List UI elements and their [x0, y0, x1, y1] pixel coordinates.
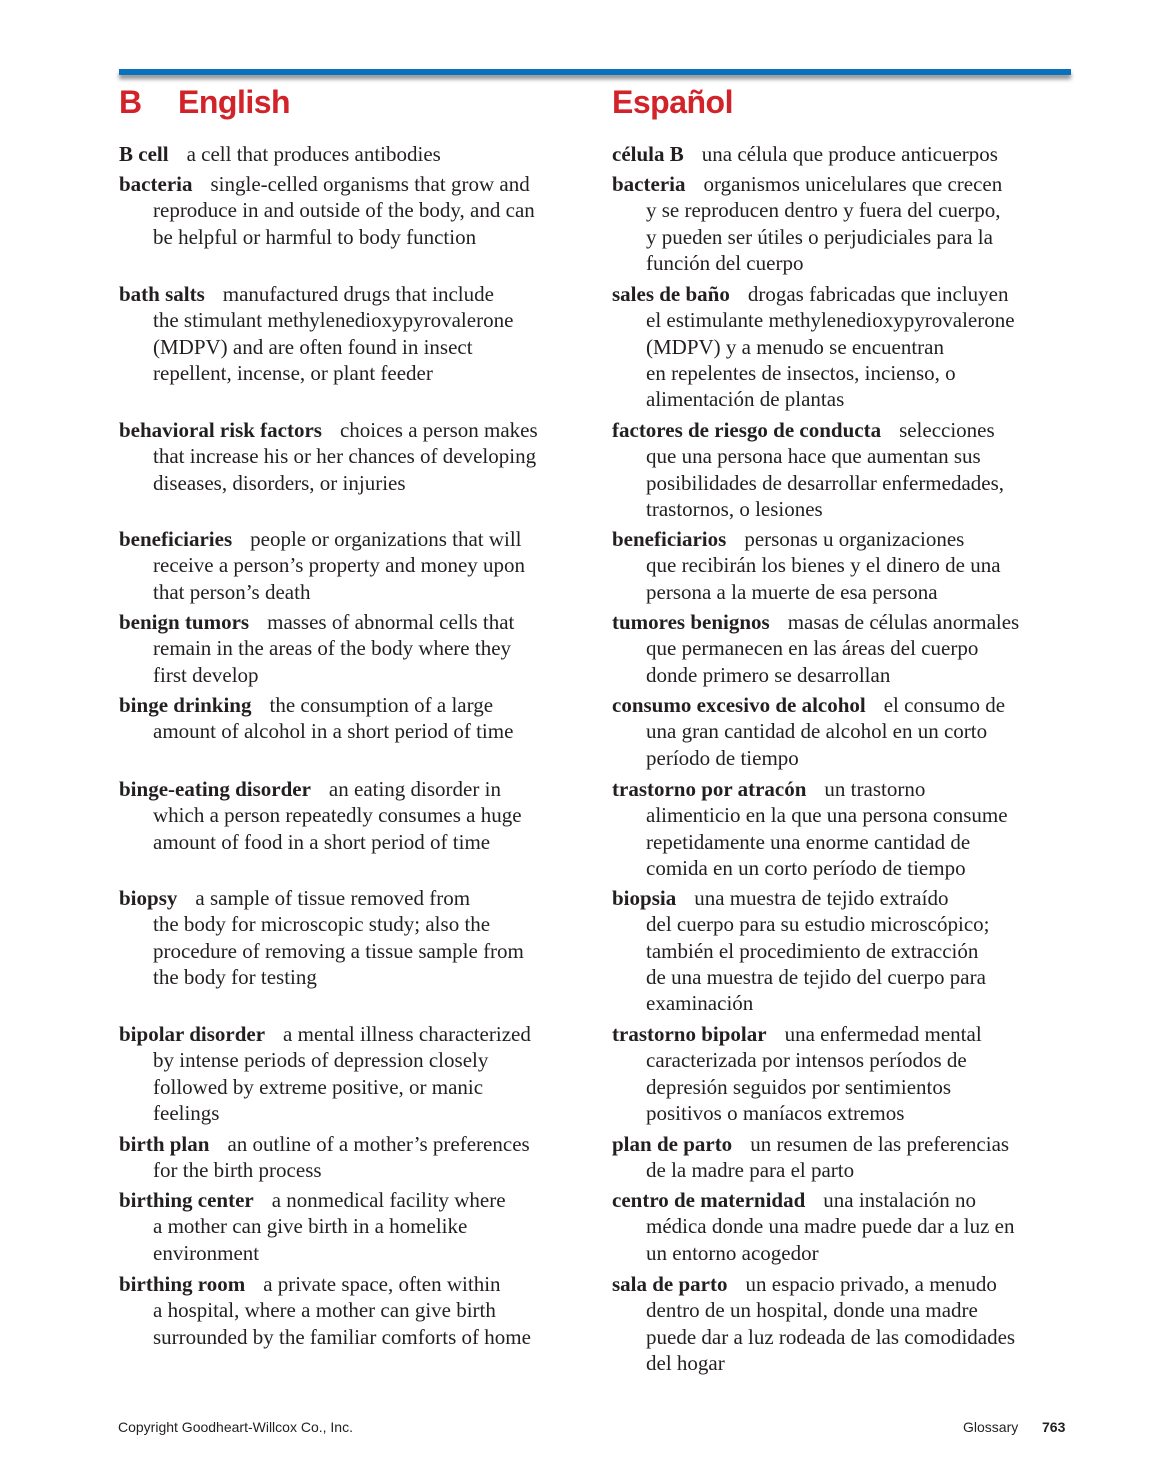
glossary-entry-spanish — [612, 609, 1019, 688]
definition-line — [612, 1187, 1015, 1213]
definition-line — [612, 1100, 982, 1126]
definition-line — [119, 1100, 531, 1126]
definition-text: drogas fabricadas que incluyen — [747, 282, 1009, 306]
definition-line — [612, 855, 1008, 881]
definition-text: choices a person makes — [339, 418, 538, 442]
definition-line — [119, 526, 525, 552]
definition-line — [119, 829, 522, 855]
definition-line — [119, 307, 513, 333]
glossary-entry-spanish — [612, 417, 1004, 522]
definition-text: be helpful or harmful to body function — [153, 224, 477, 249]
glossary-term: tumores benignos — [612, 610, 770, 634]
definition-text: first develop — [153, 662, 259, 687]
definition-text: selecciones — [899, 418, 995, 442]
definition-text: procedure of removing a tissue sample from — [153, 938, 524, 963]
glossary-term: binge-eating disorder — [119, 777, 311, 801]
definition-text: función del cuerpo — [646, 250, 804, 275]
definition-line — [119, 579, 525, 605]
glossary-entry-english — [119, 1021, 531, 1126]
definition-line — [612, 964, 989, 990]
definition-line — [612, 1324, 1015, 1350]
definition-line — [612, 386, 1015, 412]
definition-line — [119, 692, 513, 718]
glossary-term: B cell — [119, 142, 169, 166]
definition-line — [612, 552, 1001, 578]
definition-line — [612, 1021, 982, 1047]
definition-text: dentro de un hospital, donde una madre — [646, 1298, 978, 1323]
glossary-entry-english — [119, 1271, 531, 1350]
definition-text: persona a la muerte de esa persona — [646, 579, 938, 604]
definition-text: del cuerpo para su estudio microscópico; — [646, 912, 990, 937]
definition-text: una muestra de tejido extraído — [694, 886, 949, 910]
definition-line — [119, 1324, 531, 1350]
glossary-term: sales de baño — [612, 282, 730, 306]
header-rule — [119, 69, 1071, 75]
glossary-entry-spanish — [612, 281, 1015, 412]
definition-line — [119, 885, 524, 911]
glossary-term: bacteria — [612, 172, 686, 196]
glossary-term: consumo excesivo de alcohol — [612, 693, 866, 717]
definition-text: depresión seguidos por sentimientos — [646, 1074, 952, 1099]
definition-line — [119, 635, 514, 661]
definition-text: that person’s death — [153, 579, 311, 604]
definition-line — [612, 417, 1004, 443]
glossary-entry-spanish — [612, 692, 1005, 771]
footer-section: Glossary — [963, 1419, 1019, 1435]
definition-line — [612, 692, 1005, 718]
definition-text: a mother can give birth in a homelike — [153, 1214, 468, 1239]
definition-text: masas de células anormales — [787, 610, 1020, 634]
definition-text: a cell that produces antibodies — [186, 142, 441, 166]
glossary-entry-spanish — [612, 776, 1008, 881]
definition-text: a hospital, where a mother can give birth — [153, 1298, 496, 1323]
definition-text: de una muestra de tejido del cuerpo para — [646, 964, 986, 989]
definition-line — [612, 496, 1004, 522]
definition-text: masses of abnormal cells that — [267, 610, 515, 634]
definition-line — [612, 579, 1001, 605]
definition-line — [612, 829, 1008, 855]
glossary-term: trastorno bipolar — [612, 1022, 767, 1046]
glossary-term: factores de riesgo de conducta — [612, 418, 882, 442]
definition-line — [119, 417, 538, 443]
definition-text: de la madre para el parto — [646, 1158, 855, 1183]
definition-line — [612, 911, 989, 937]
definition-line — [612, 802, 1008, 828]
definition-text: diseases, disorders, or injuries — [153, 470, 406, 495]
glossary-term: bath salts — [119, 282, 205, 306]
definition-line — [612, 250, 1002, 276]
page-number: 763 — [1042, 1419, 1066, 1435]
definition-text: surrounded by the familiar comforts of home — [153, 1324, 531, 1349]
definition-text: manufactured drugs that include — [222, 282, 494, 306]
definition-line — [612, 1240, 1015, 1266]
definition-text: a private space, often within — [263, 1272, 501, 1296]
definition-line — [612, 718, 1005, 744]
glossary-entry-english — [119, 141, 441, 167]
definition-line — [612, 141, 998, 167]
definition-text: alimentación de plantas — [646, 387, 845, 412]
definition-text: caracterizada por intensos períodos de — [646, 1048, 967, 1073]
glossary-term: sala de parto — [612, 1272, 728, 1296]
glossary-entry-english — [119, 526, 525, 605]
glossary-term: biopsia — [612, 886, 677, 910]
definition-text: también el procedimiento de extracción — [646, 938, 979, 963]
definition-line — [612, 938, 989, 964]
definition-text: environment — [153, 1240, 260, 1265]
definition-text: positivos o maníacos extremos — [646, 1100, 905, 1125]
definition-line — [119, 802, 522, 828]
definition-line — [119, 552, 525, 578]
definition-text: y pueden ser útiles o perjudiciales para la — [646, 224, 993, 249]
definition-text: que recibirán los bienes y el dinero de una — [646, 553, 1001, 578]
definition-line — [119, 911, 524, 937]
definition-text: donde primero se desarrollan — [646, 662, 891, 687]
definition-line — [612, 443, 1004, 469]
definition-line — [612, 1131, 1009, 1157]
definition-text: una célula que produce anticuerpos — [701, 142, 998, 166]
glossary-entry-english — [119, 692, 513, 745]
definition-text: alimenticio en la que una persona consume — [646, 803, 1008, 828]
glossary-entry-english — [119, 171, 535, 250]
definition-text: reproduce in and outside of the body, and can — [153, 198, 535, 223]
glossary-term: bacteria — [119, 172, 193, 196]
definition-text: un espacio privado, a menudo — [745, 1272, 997, 1296]
definition-text: the consumption of a large — [269, 693, 494, 717]
definition-line — [612, 171, 1002, 197]
definition-text: trastornos, o lesiones — [646, 496, 823, 521]
glossary-term: plan de parto — [612, 1132, 733, 1156]
definition-text: comida en un corto período de tiempo — [646, 855, 966, 880]
glossary-entry-english — [119, 417, 538, 496]
glossary-entry-spanish — [612, 1271, 1015, 1376]
definition-line — [612, 990, 989, 1016]
glossary-entry-english — [119, 1187, 506, 1266]
definition-line — [119, 1047, 531, 1073]
definition-line — [612, 197, 1002, 223]
definition-text: an eating disorder in — [328, 777, 501, 801]
definition-line — [119, 334, 513, 360]
glossary-entry-spanish — [612, 1021, 982, 1126]
definition-text: receive a person’s property and money upon — [153, 553, 526, 578]
definition-line — [119, 1074, 531, 1100]
glossary-entry-english — [119, 885, 524, 990]
definition-text: people or organizations that will — [250, 527, 522, 551]
definition-line — [612, 360, 1015, 386]
definition-line — [119, 609, 514, 635]
glossary-term: beneficiarios — [612, 527, 727, 551]
definition-text: del hogar — [646, 1350, 725, 1375]
glossary-term: bipolar disorder — [119, 1022, 266, 1046]
copyright: Copyright Goodheart-Willcox Co., Inc. — [118, 1419, 353, 1435]
definition-line — [612, 1297, 1015, 1323]
definition-line — [612, 609, 1019, 635]
definition-line — [119, 1213, 506, 1239]
definition-line — [119, 197, 535, 223]
definition-line — [612, 662, 1019, 688]
definition-text: followed by extreme positive, or manic — [153, 1074, 484, 1099]
definition-text: the body for testing — [153, 964, 317, 989]
definition-line — [119, 964, 524, 990]
definition-line — [612, 334, 1015, 360]
definition-line — [612, 307, 1015, 333]
definition-text: que una persona hace que aumentan sus — [646, 444, 981, 469]
definition-line — [119, 360, 513, 386]
glossary-term: binge drinking — [119, 693, 252, 717]
definition-text: an outline of a mother’s preferences — [227, 1132, 530, 1156]
glossary-term: birthing room — [119, 1272, 246, 1296]
definition-text: una instalación no — [823, 1188, 977, 1212]
glossary-term: centro de maternidad — [612, 1188, 806, 1212]
glossary-entry-spanish — [612, 526, 1001, 605]
definition-text: remain in the areas of the body where they — [153, 636, 512, 661]
definition-line — [612, 526, 1001, 552]
definition-line — [119, 141, 441, 167]
definition-line — [612, 635, 1019, 661]
definition-text: período de tiempo — [646, 745, 799, 770]
definition-text: feelings — [153, 1100, 220, 1125]
definition-line — [119, 1297, 531, 1323]
definition-text: posibilidades de desarrollar enfermedades, — [646, 470, 1005, 495]
definition-line — [119, 718, 513, 744]
glossary-entry-spanish — [612, 885, 989, 1016]
glossary-entry-spanish — [612, 1131, 1009, 1184]
definition-line — [119, 1271, 531, 1297]
definition-text: el consumo de — [883, 693, 1006, 717]
definition-line — [612, 885, 989, 911]
definition-text: un trastorno — [824, 777, 926, 801]
definition-text: una enfermedad mental — [784, 1022, 982, 1046]
glossary-entry-spanish — [612, 141, 998, 167]
definition-line — [119, 1131, 530, 1157]
glossary-entry-spanish — [612, 171, 1002, 276]
definition-line — [612, 745, 1005, 771]
definition-text: (MDPV) y a menudo se encuentran — [646, 334, 944, 359]
definition-line — [119, 662, 514, 688]
glossary-term: benign tumors — [119, 610, 250, 634]
definition-text: the stimulant methylenedioxypyrovalerone — [153, 308, 514, 333]
definition-text: single-celled organisms that grow and — [210, 172, 530, 196]
glossary-term: beneficiaries — [119, 527, 233, 551]
definition-text: which a person repeatedly consumes a huge — [153, 803, 522, 828]
glossary-term: célula B — [612, 142, 684, 166]
definition-line — [612, 1047, 982, 1073]
definition-line — [119, 443, 538, 469]
glossary-term: behavioral risk factors — [119, 418, 322, 442]
definition-text: for the birth process — [153, 1158, 322, 1183]
definition-text: y se reproducen dentro y fuera del cuerpo, — [646, 198, 1001, 223]
definition-line — [119, 776, 522, 802]
definition-line — [119, 171, 535, 197]
definition-line — [612, 1074, 982, 1100]
definition-line — [612, 776, 1008, 802]
definition-line — [612, 224, 1002, 250]
definition-line — [612, 281, 1015, 307]
definition-text: organismos unicelulares que crecen — [703, 172, 1003, 196]
glossary-entry-english — [119, 281, 513, 386]
glossary-entry-english — [119, 776, 522, 855]
definition-text: that increase his or her chances of developing — [153, 444, 537, 469]
definition-text: un resumen de las preferencias — [750, 1132, 1010, 1156]
definition-text: una gran cantidad de alcohol en un corto — [646, 719, 988, 744]
definition-line — [612, 1350, 1015, 1376]
definition-line — [119, 938, 524, 964]
glossary-term: trastorno por atracón — [612, 777, 807, 801]
definition-line — [119, 470, 538, 496]
definition-line — [119, 224, 535, 250]
definition-text: puede dar a luz rodeada de las comodidades — [646, 1324, 1016, 1349]
definition-text: a nonmedical facility where — [271, 1188, 506, 1212]
definition-line — [119, 1021, 531, 1047]
definition-text: the body for microscopic study; also the — [153, 912, 491, 937]
definition-text: amount of alcohol in a short period of time — [153, 719, 514, 744]
definition-line — [612, 1213, 1015, 1239]
english-heading: English — [178, 84, 291, 120]
glossary-entry-spanish — [612, 1187, 1015, 1266]
definition-line — [119, 1240, 506, 1266]
glossary-term: birth plan — [119, 1132, 210, 1156]
definition-text: by intense periods of depression closely — [153, 1048, 489, 1073]
definition-line — [612, 1271, 1015, 1297]
definition-text: médica donde una madre puede dar a luz en — [646, 1214, 1015, 1239]
definition-text: repellent, incense, or plant feeder — [153, 360, 433, 385]
definition-line — [119, 281, 513, 307]
spanish-heading: Español — [612, 84, 733, 120]
definition-line — [612, 1157, 1009, 1183]
definition-text: un entorno acogedor — [646, 1240, 819, 1265]
definition-line — [119, 1187, 506, 1213]
definition-text: repetidamente una enorme cantidad de — [646, 829, 971, 854]
definition-line — [119, 1157, 530, 1183]
definition-text: examinación — [646, 991, 754, 1016]
definition-line — [612, 470, 1004, 496]
section-letter: B — [119, 84, 142, 120]
definition-text: en repelentes de insectos, incienso, o — [646, 360, 956, 385]
definition-text: amount of food in a short period of time — [153, 829, 491, 854]
definition-text: a sample of tissue removed from — [195, 886, 471, 910]
glossary-entry-english — [119, 1131, 530, 1184]
definition-text: (MDPV) and are often found in insect — [153, 334, 473, 359]
definition-text: a mental illness characterized — [283, 1022, 531, 1046]
definition-text: personas u organizaciones — [744, 527, 965, 551]
glossary-entry-english — [119, 609, 514, 688]
definition-text: que permanecen en las áreas del cuerpo — [646, 636, 979, 661]
definition-text: el estimulante methylenedioxypyrovalerone — [646, 308, 1015, 333]
glossary-term: birthing center — [119, 1188, 254, 1212]
glossary-term: biopsy — [119, 886, 178, 910]
